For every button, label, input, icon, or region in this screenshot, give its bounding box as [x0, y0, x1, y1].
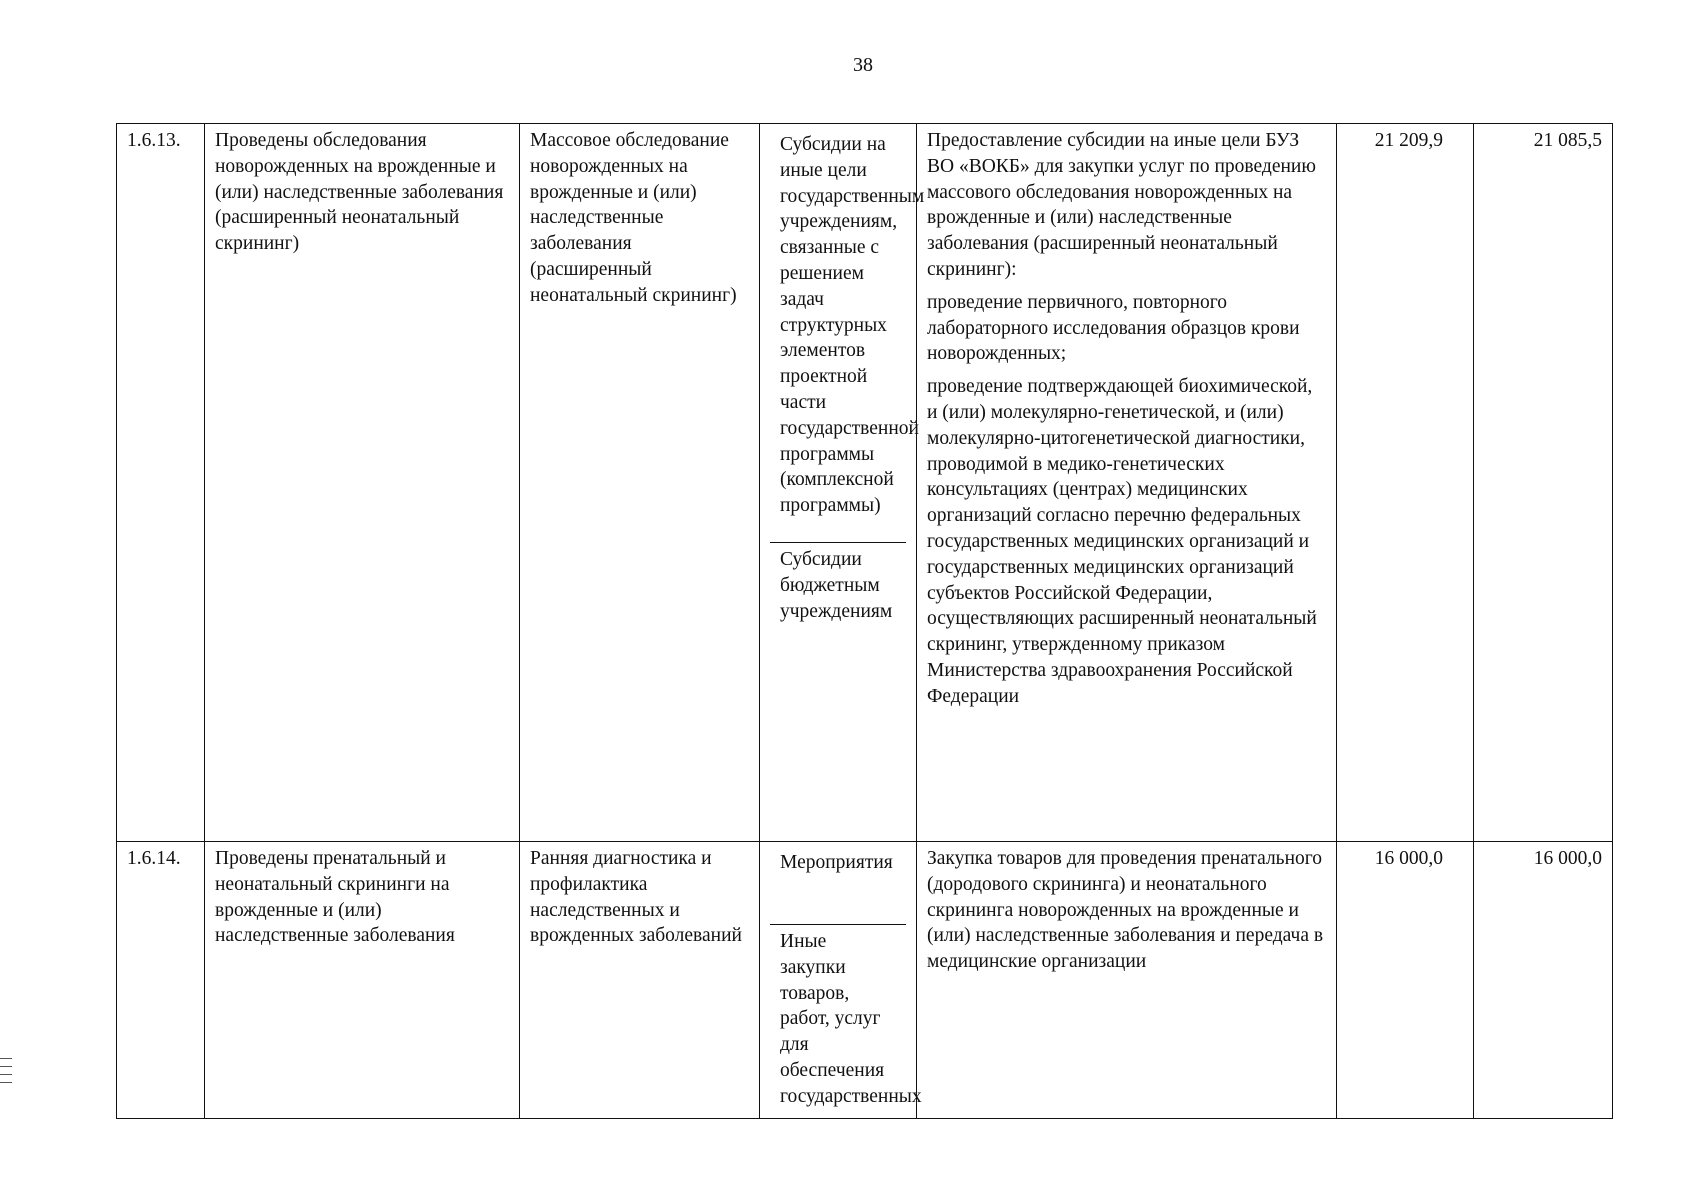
cost-type-cell — [760, 124, 925, 842]
table-row — [117, 124, 1613, 842]
description-paragraph: проведение подтверждающей биохимической, и (или) молекулярно-генетической, и (или) молекулярно-цитогенетической диагностики, проводимой в медико-генетических консультациях (центрах) медицинских организаций согласно перечню федеральных государственных медицинских организаций и государственных медицинских организаций субъектов Российской Федерации, осуществляющих расширенный неонатальный скрининг, утвержденному приказом Министерства здравоохранения Российской Федерации — [927, 376, 1317, 707]
cost-type-cell — [760, 842, 922, 1119]
description-cell — [917, 842, 1337, 1119]
amount-cell-2: 16 000,0 — [1474, 842, 1613, 1119]
cost-type-item: Субсидии на иные цели государственным учреждениям, связанные с решением задач структурных элементов проектной части государственной программы (комплексной программы) — [780, 134, 925, 517]
result-cell: Проведены пренатальный и неонатальный скрининги на врожденные и (или) наследственные заболевания — [205, 842, 520, 1119]
measures-table — [116, 123, 1613, 1119]
cost-type-item: Субсидии бюджетным учреждениям — [770, 542, 906, 628]
page-number: 38 — [853, 54, 873, 76]
measure-cell: Массовое обследование новорожденных на врожденные и (или) наследственные заболевания (расширенный неонатальный скрининг) — [520, 124, 760, 842]
result-cell: Проведены обследования новорожденных на врожденные и (или) наследственные заболевания (расширенный неонатальный скрининг) — [205, 124, 520, 842]
measure-cell: Ранняя диагностика и профилактика наследственных и врожденных заболеваний — [520, 842, 760, 1119]
description-paragraph: проведение первичного, повторного лабораторного исследования образцов крови новорожденных; — [927, 291, 1300, 365]
amount-cell-2: 21 085,5 — [1474, 124, 1613, 842]
table-row — [117, 842, 1613, 1119]
scan-edge-marks — [0, 1058, 12, 1090]
row-number: 1.6.14. — [117, 842, 205, 1119]
description-paragraph: Предоставление субсидии на иные цели БУЗ ВО «ВОКБ» для закупки услуг по проведению массового обследования новорожденных на врожденные и (или) наследственные заболевания (расширенный неонатальный скрининг): — [927, 130, 1316, 280]
amount-cell-1: 16 000,0 — [1337, 842, 1474, 1119]
description-cell — [917, 124, 1337, 842]
cost-type-item: Иные закупки товаров, работ, услуг для обеспечения государственных — [770, 924, 906, 1114]
cost-type-item: Мероприятия — [780, 852, 893, 873]
description-paragraph: Закупка товаров для проведения пренатального (дородового скрининга) и неонатального скрининга новорожденных на врожденные и (или) наследственные заболевания и передача в медицинские организации — [927, 848, 1324, 973]
row-number: 1.6.13. — [117, 124, 205, 842]
amount-cell-1: 21 209,9 — [1337, 124, 1474, 842]
